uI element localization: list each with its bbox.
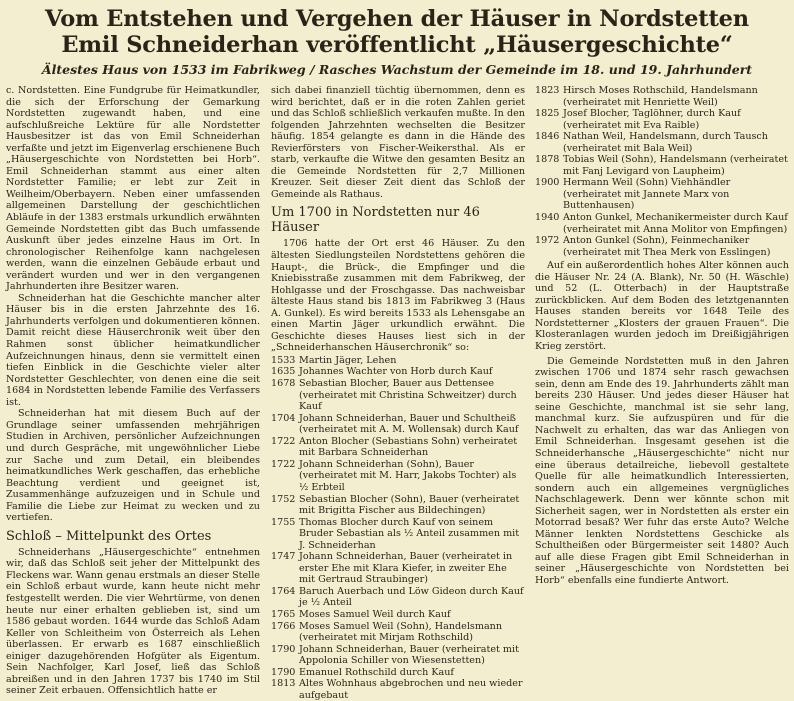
entry-text: Hermann Weil (Sohn) Viehhändler (verheiratet mit Jannete Marx von Buttenhausen) <box>563 177 731 212</box>
entry-year: 1790 <box>271 643 296 655</box>
column-1 <box>6 85 260 697</box>
entry-year: 1764 <box>271 585 296 597</box>
section-heading-1700: Um 1700 in Nordstetten nur 46 Häuser <box>271 205 480 236</box>
entry-text: Hirsch Moses Rothschild, Handelsmann (verheiratet mit Henriette Weil) <box>563 85 758 108</box>
chronicle-entry <box>271 378 525 413</box>
house-chronicle-list-continued <box>535 85 789 258</box>
entry-year: 1940 <box>535 212 560 224</box>
chronicle-entry <box>271 413 525 436</box>
paragraph: sich dabei finanziell tüchtig übernommen, denn es wird berichtet, daß er in die roten Zahlen geriet und das Schloß schließlich verkaufen mußte. In den folgenden Jahrzehnten wechselten die Besitzer häufig. 1854 gelangte es dann in die Hände des Revierförsters von Fischer-Weikersthal. Als er starb, verkaufte die Witwe den gesamten Besitz an die Gemeinde Nordstetten für 2,7 Millionen Kreuzer. Seit dieser Zeit dient das Schloß der Gemeinde als Rathaus. <box>271 85 525 200</box>
paragraph: Auf ein außerordentlich hohes Alter können auch die Häuser Nr. 24 (A. Blank), Nr. 50 (H. Wäschle) und 52 (L. Otterbach) in der Hauptstraße zurückblicken. Auf dem Boden des letztgenannten Hauses standen bereits vor 1648 Teile des Nordstetterner „Klosters der grauen Frauen“. Die Klosteranlagen wurden jedoch im Dreißigjährigen Krieg zerstört. <box>535 260 789 353</box>
headline-line-1: Vom Entstehen und Vergehen der Häuser in Nordstetten <box>45 6 749 32</box>
intro-paragraph <box>6 85 260 293</box>
column-3 <box>535 85 789 587</box>
chronicle-entry <box>535 131 789 154</box>
chronicle-entry <box>535 108 789 131</box>
paragraph: Schneiderhan hat mit diesem Buch auf der Grundlage seiner umfassenden mehrjährigen Studien in Archiven, persönlicher Aufzeichnungen und durch Gespräche, mit ungewöhnlicher Liebe zur Sache und zum Detail, ein bleibendes heimatkundliches Werk geschaffen, das erhebliche Beachtung verdient und geeignet ist, Zusammenhänge aufzuzeigen und in Schule und Familie die Liebe zur Heimat zu wecken und zu vertiefen. <box>6 408 260 524</box>
entry-text: Tobias Weil (Sohn), Handelsmann (verheiratet mit Fanj Levigard von Laupheim) <box>563 154 788 177</box>
entry-text: Johann Schneiderhan (Sohn), Bauer (verheiratet mit M. Harr, Jakobs Tochter) als ½ Erbteil <box>299 458 517 493</box>
chronicle-entry <box>271 551 525 586</box>
entry-year: 1846 <box>535 131 560 143</box>
chronicle-entry <box>271 667 525 679</box>
chronicle-entry <box>535 235 789 258</box>
entry-year: 1755 <box>271 516 296 528</box>
entry-year: 1765 <box>271 608 296 620</box>
entry-year: 1722 <box>271 435 296 447</box>
entry-year: 1825 <box>535 108 560 120</box>
entry-year: 1972 <box>535 235 560 247</box>
entry-year: 1678 <box>271 378 296 390</box>
entry-text: Nathan Weil, Handelsmann, durch Tausch (verheiratet mit Bala Weil) <box>563 131 768 154</box>
entry-text: Josef Blocher, Taglöhner, durch Kauf (verheiratet mit Eva Raible) <box>563 108 741 131</box>
entry-text: Johann Schneiderhan, Bauer (verheiratet in erster Ehe mit Klara Kiefer, in zweiter Ehe mit Gertraud Straubinger) <box>299 551 513 586</box>
entry-year: 1722 <box>271 458 296 470</box>
entry-year: 1790 <box>271 666 296 678</box>
entry-year: 1813 <box>271 678 296 690</box>
entry-text: Johann Schneiderhan, Bauer (verheiratet mit Appolonia Schiller von Wiesenstetten) <box>299 643 519 667</box>
chronicle-entry <box>271 355 525 367</box>
entry-text: Moses Samuel Weil durch Kauf <box>299 608 451 620</box>
entry-year: 1900 <box>535 177 560 189</box>
intro-text: Eine Fundgrube für Heimatkundler, die sich der Erforschung der Gemarkung Nordstetten zugewandt haben, und eine aufschlußreiche Lektüre für alle Nordstetter Hausbesitzer ist das von Emil Schneiderhan verfaßte und jetzt im Eigenverlag erschienene Buch „Häusergeschichte von Nordstetten bei Horb“. Emil Schneiderhan stammt aus einer alten Nordstetter Familie; er lebt zur Zeit in Weilheim/Oberbayern. Neben einer umfassenden allgemeinen Darstellung der geschichtlichen Abläufe in der 1383 erstmals urkundlich erwähnten Gemeinde Nordstetten gibt das Buch umfassende Auskunft über jedes einzelne Haus im Ort. In chronologischer Reihenfolge kann nachgelesen werden, wann die einzelnen Gebäude erbaut und verändert wurden und wer in den vergangenen Jahrhunderten ihre Besitzer waren. <box>6 85 260 293</box>
entry-year: 1823 <box>535 85 560 96</box>
entry-text: Anton Gunkel (Sohn), Feinmechaniker (verheiratet mit Thea Merk von Esslingen) <box>563 235 771 258</box>
entry-text: Thomas Blocher durch Kauf von seinem Bruder Sebastian als ½ Anteil zusammen mit J. Schneiderhan <box>299 516 520 551</box>
entry-text: Emanuel Rothschild durch Kauf <box>299 666 454 678</box>
chronicle-entry <box>271 517 525 552</box>
entry-year: 1752 <box>271 493 296 505</box>
chronicle-entry <box>271 366 525 378</box>
house-chronicle-list <box>271 355 525 701</box>
headline-line-2: Emil Schneiderhan veröffentlicht „Häusergeschichte“ <box>61 32 733 58</box>
chronicle-entry <box>271 644 525 667</box>
entry-text: Anton Blocher (Sebastians Sohn) verheiratet mit Barbara Schneiderhan <box>299 435 518 459</box>
entry-year: 1533 <box>271 354 296 366</box>
entry-year: 1878 <box>535 154 560 166</box>
entry-text: Moses Samuel Weil (Sohn), Handelsmann (verheiratet mit Mirjam Rothschild) <box>299 620 503 644</box>
entry-year: 1766 <box>271 620 296 632</box>
entry-text: Johann Schneiderhan, Bauer und Schultheiß (verheiratet mit A. M. Wollensak) durch Kauf <box>299 412 519 436</box>
paragraph: Die Gemeinde Nordstetten muß in den Jahren zwischen 1706 und 1874 sehr rasch gewachsen sein, denn am Ende des 19. Jahrhunderts zählt man bereits 230 Häuser. Und jedes dieser Häuser hat seine Geschichte, manchmal ist sie sehr lang, manchmal kurz. Sie aufzuspüren und für die Nachwelt zu erhalten, das war das Anliegen von Emil Schneiderhan. Insgesamt gesehen ist die Schneiderhansche „Häusergeschichte“ nicht nur eine überaus detailreiche, liebevoll gestaltete Quelle für alle heimatkundlich Interessierten, sondern auch ein allgemeines vergnügliches Nachschlagewerk. Denn wer könnte schon mit Sicherheit sagen, wer in Nordstetten als erster ein Motorrad besaß? Wer fuhr das erste Auto? Welche Männer lenkten Nordstettens Geschicke als Schultheißen oder Bürgermeister seit 1480? Auch auf alle diese Fragen gibt Emil Schneiderhan in seiner „Häusergeschichte von Nordstetten bei Horb“ ebenfalls eine fundierte Antwort. <box>535 355 789 586</box>
entry-text: Sebastian Blocher (Sohn), Bauer (verheiratet mit Brigitta Fischer aus Bildechingen) <box>299 493 520 517</box>
chronicle-entry <box>535 85 789 108</box>
entry-year: 1704 <box>271 412 296 424</box>
chronicle-entry <box>271 494 525 517</box>
entry-text: Martin Jäger, Lehen <box>299 354 397 366</box>
entry-year: 1747 <box>271 551 296 563</box>
chronicle-entry <box>271 459 525 494</box>
chronicle-entry <box>271 621 525 644</box>
paragraph: Schneiderhans „Häusergeschichte“ entnehmen wir, daß das Schloß seit jeher der Mittelpunkt des Fleckens war. Wann genau erstmals an dieser Stelle ein Schloß erbaut wurde, kann heute nicht mehr festgestellt werden. Die vier Wehrtürme, von denen heute nur einer erhalten geblieben ist, sind um 1586 gebaut worden. 1644 wurde das Schloß Adam Keller von Schleitheim von Österreich als Lehen überlassen. Er erwarb es 1687 einschließlich einiger dazugehörenden Hofgüter als Eigentum. Sein Nachfolger, Karl Josef, ließ das Schloß abreißen und in den Jahren 1737 bis 1740 im Stil seiner Zeit erbauen. Offensichtlich hatte er <box>6 546 260 697</box>
paragraph: 1706 hatte der Ort erst 46 Häuser. Zu den ältesten Siedlungsteilen Nordstettens gehören die Haupt-, die Brück-, die Empfinger und die Kniebisstraße zusammen mit dem Fabrikweg, der Hohlgasse und der Froschgasse. Das nachweisbar älteste Haus stand bis 1813 im Fabrikweg 3 (Haus A. Gunkel). Es wird bereits 1533 als Lehensgabe an einen Martin Jäger urkundlich erwähnt. Die Geschichte dieses Hauses liest sich in der „Schneiderhanschen Häuserchronik“ so: <box>271 238 525 354</box>
chronicle-entry <box>271 678 525 701</box>
entry-text: Johannes Wachter von Horb durch Kauf <box>299 366 493 378</box>
chronicle-entry <box>271 586 525 609</box>
entry-text: Sebastian Blocher, Bauer aus Dettensee (verheiratet mit Christina Schweitzer) durch Kauf <box>299 378 517 413</box>
entry-text: Baruch Auerbach und Löw Gideon durch Kauf je ½ Anteil <box>299 585 524 609</box>
chronicle-entry <box>271 436 525 459</box>
entry-text: Altes Wohnhaus abgebrochen und neu wieder aufgebaut <box>299 678 523 701</box>
chronicle-entry <box>535 154 789 177</box>
section-heading-schloss: Schloß – Mittelpunkt des Ortes <box>6 528 212 544</box>
chronicle-entry <box>271 609 525 621</box>
entry-text: Anton Gunkel, Mechanikermeister durch Kauf (verheiratet mit Anna Molitor von Empfingen) <box>563 212 788 235</box>
entry-year: 1635 <box>271 366 296 378</box>
chronicle-entry <box>535 212 789 235</box>
paragraph: Schneiderhan hat die Geschichte mancher alter Häuser bis in die ersten Jahrzehnte des 16. Jahrhunderts verfolgen und dokumentieren können. Damit reicht diese Häuserchronik weit über den Rahmen sonst üblicher heimatkundlicher Aufzeichnungen hinaus, denn sie vermittelt einen tiefen Einblick in die Geschichte vieler alter Nordstetter Geschlechter, von denen eine die seit 1684 in Nordstetten lebende Familie des Verfassers ist. <box>6 292 260 408</box>
dateline: c. Nordstetten. <box>6 85 80 96</box>
column-2 <box>271 85 525 701</box>
chronicle-entry <box>535 177 789 212</box>
subheadline: Ältestes Haus von 1533 im Fabrikweg / Rasches Wachstum der Gemeinde im 18. und 19. Jahrhundert <box>41 62 753 77</box>
